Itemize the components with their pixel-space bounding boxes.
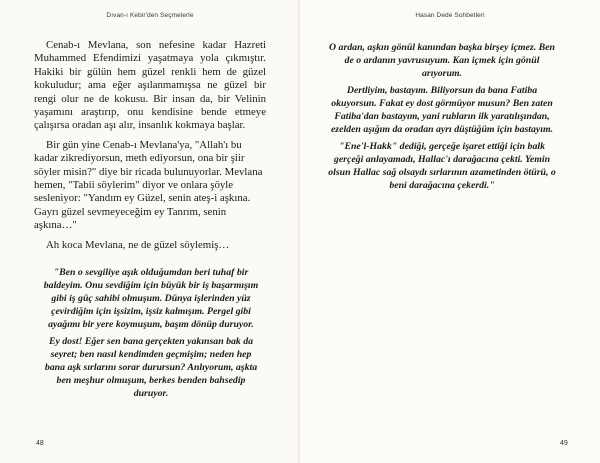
quote-stanza: Ey dost! Eğer sen bana gerçekten yakınsan bak da seyret; ben nasıl kendimden geçmişim; neden hep bana aşk sırlarını sorar durursun? Anlıyorum, aşkta ben meşhur olmuşum, berkes benden bahsedip duruyor. — [44, 336, 258, 399]
paragraph: Bir gün yine Cenab-ı Mevlana'ya, "Allah'ı bu kadar zikrediyorsun, meth ediyorsun, ona bir şiir söyler misin?" diye bir ricada bulunuyorlar. Mevlana hemen, "Tabii söylerim" diyor ve onlara şöyle sesleniyor: "Yandım ey Güzel, senin ateş-i aşkına. Gayrı güzel sevmeyeceğim ey Tanrım, senin aşkına…" — [34, 138, 263, 232]
page-number-left: 48 — [36, 440, 44, 447]
quote-stanza: "Ben o sevgiliye aşık olduğumdan beri tuhaf bir baldeyim. Onu sevdiğim için büyük bir iş başarmışım gibi iş güç sahibi olmuşum. Dünya işlerinden yüz çevirdiğim için işsizim, işsiz kalmışım. Pergel gibi ayağımı bir yere koymuşum, başım dönüp duruyor. — [43, 267, 259, 330]
running-head-right: Hasan Dede Sohbetleri — [415, 12, 485, 19]
body-text — [34, 39, 266, 258]
quote-stanza: Dertliyim, bastayım. Biliyorsun da bana Fatiba okuyorsun. Fakat ey dost görmüyor musun? Ben zaten Fatiba'dan bastayım, yani rubların ilk yaratılışından, ezelden aşığım da oradan ayrı düştüğüm için bastayım. — [330, 85, 554, 135]
paragraph: Ah koca Mevlana, ne de güzel söylemiş… — [46, 238, 230, 251]
running-head-left: Dıvan-ı Kebir'den Seçmelerle — [106, 12, 194, 19]
poem-quote-left — [42, 266, 260, 404]
page-number-right: 49 — [560, 440, 568, 447]
quote-stanza: "Ene'l-Hakk" dediği, gerçeğe işaret ettiği için balk gerçeği anlayamadı, Hallac'ı darağacına çekti. Yemin olsun Hallac sağ olsaydı sırlarının azametinden ötürü, o beni darağacına çekerdi." — [328, 141, 556, 191]
quote-stanza: O ardan, aşkın gönül kanından başka birşey içmez. Ben de o ardanın yavrusuyum. Kan içmek için gönül arıyorum. — [329, 42, 555, 79]
paragraph: Cenab-ı Mevlana, son nefesine kadar Hazreti Muhammed Efendimizi yaşatmaya yola çıkmıştır. Hakiki bir gülün hem güzel renkli hem de güzel kokuludur; ama eğer aşılanmamışsa ne güzel bir rengi olur ne de kokusu. Bir insan da, bir Velinin yaşamını araştırıp, onu kendisine bende etmeye çalışırsa oradan aşı alır, insanlık kokmaya başlar. — [34, 39, 266, 132]
poem-quote-right — [326, 41, 558, 196]
